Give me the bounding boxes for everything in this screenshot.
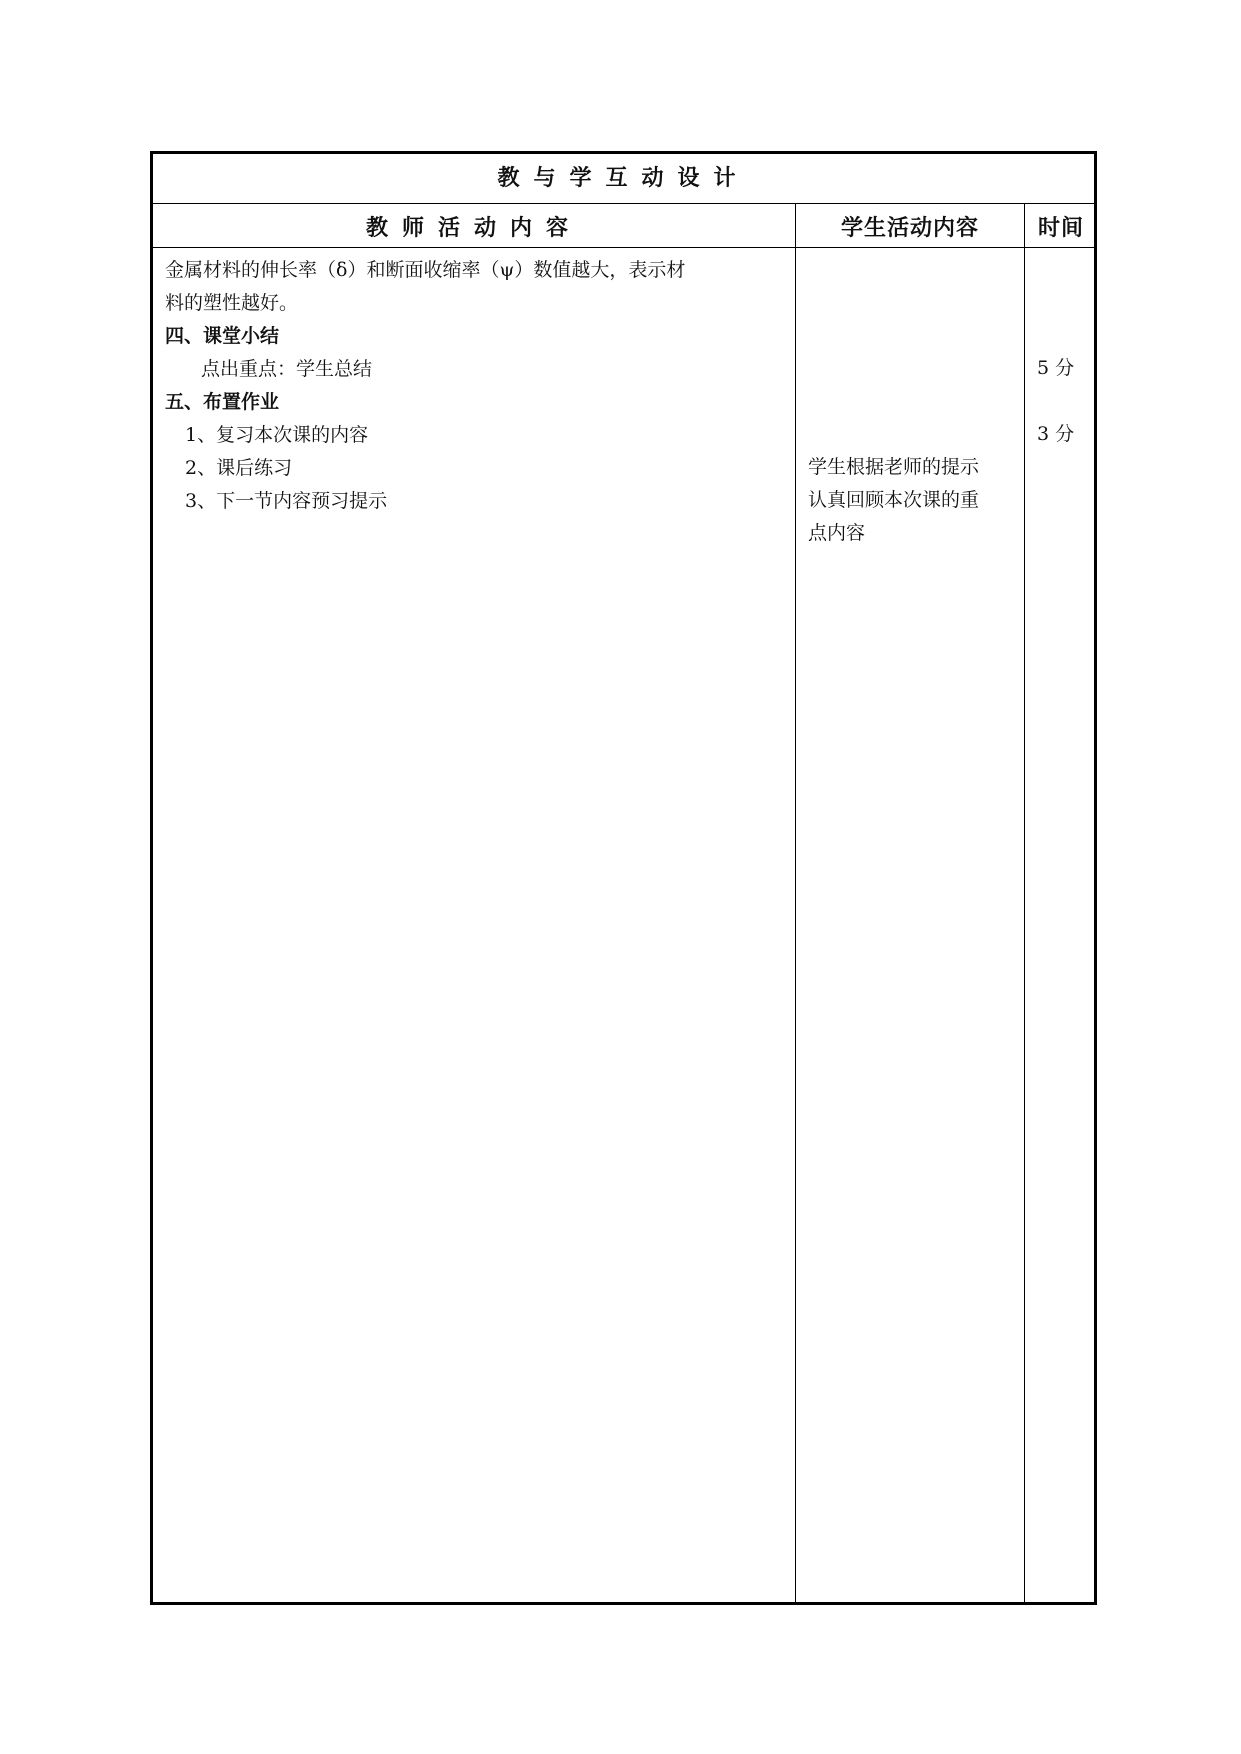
section-4-heading: 四、课堂小结 [165, 325, 280, 347]
section-5-heading: 五、布置作业 [165, 391, 280, 413]
summary-time: 5 分 [1037, 357, 1075, 379]
time-spacer [1037, 385, 1093, 418]
column-divider-teacher-student [795, 203, 796, 1602]
teacher-intro-line-2: 料的塑性越好。 [165, 292, 299, 314]
student-activity-line-2: 认真回顾本次课的重 [808, 489, 980, 511]
section-4-item: 点出重点：学生总结 [201, 358, 373, 380]
homework-item-2: 2、课后练习 [185, 457, 293, 479]
homework-item-1: 1、复习本次课的内容 [185, 424, 369, 446]
table-title: 教与学互动设计 [497, 166, 750, 191]
header-divider [153, 247, 1094, 248]
student-activity-cell [808, 451, 1018, 550]
teacher-activity-cell [165, 254, 787, 518]
homework-item-3: 3、下一节内容预习提示 [185, 490, 388, 512]
student-activity-line-1: 学生根据老师的提示 [808, 456, 980, 478]
time-cell [1037, 352, 1093, 451]
homework-time: 3 分 [1037, 423, 1075, 445]
student-column-header: 学生活动内容 [840, 216, 979, 241]
teacher-intro-line-1: 金属材料的伸长率（δ）和断面收缩率（ψ）数值越大，表示材 [165, 259, 686, 281]
student-activity-line-3: 点内容 [808, 522, 866, 544]
time-column-header: 时间 [1037, 216, 1084, 241]
lesson-plan-table [150, 151, 1097, 1605]
column-divider-student-time [1024, 203, 1025, 1602]
teacher-column-header: 教师活动内容 [365, 216, 582, 241]
